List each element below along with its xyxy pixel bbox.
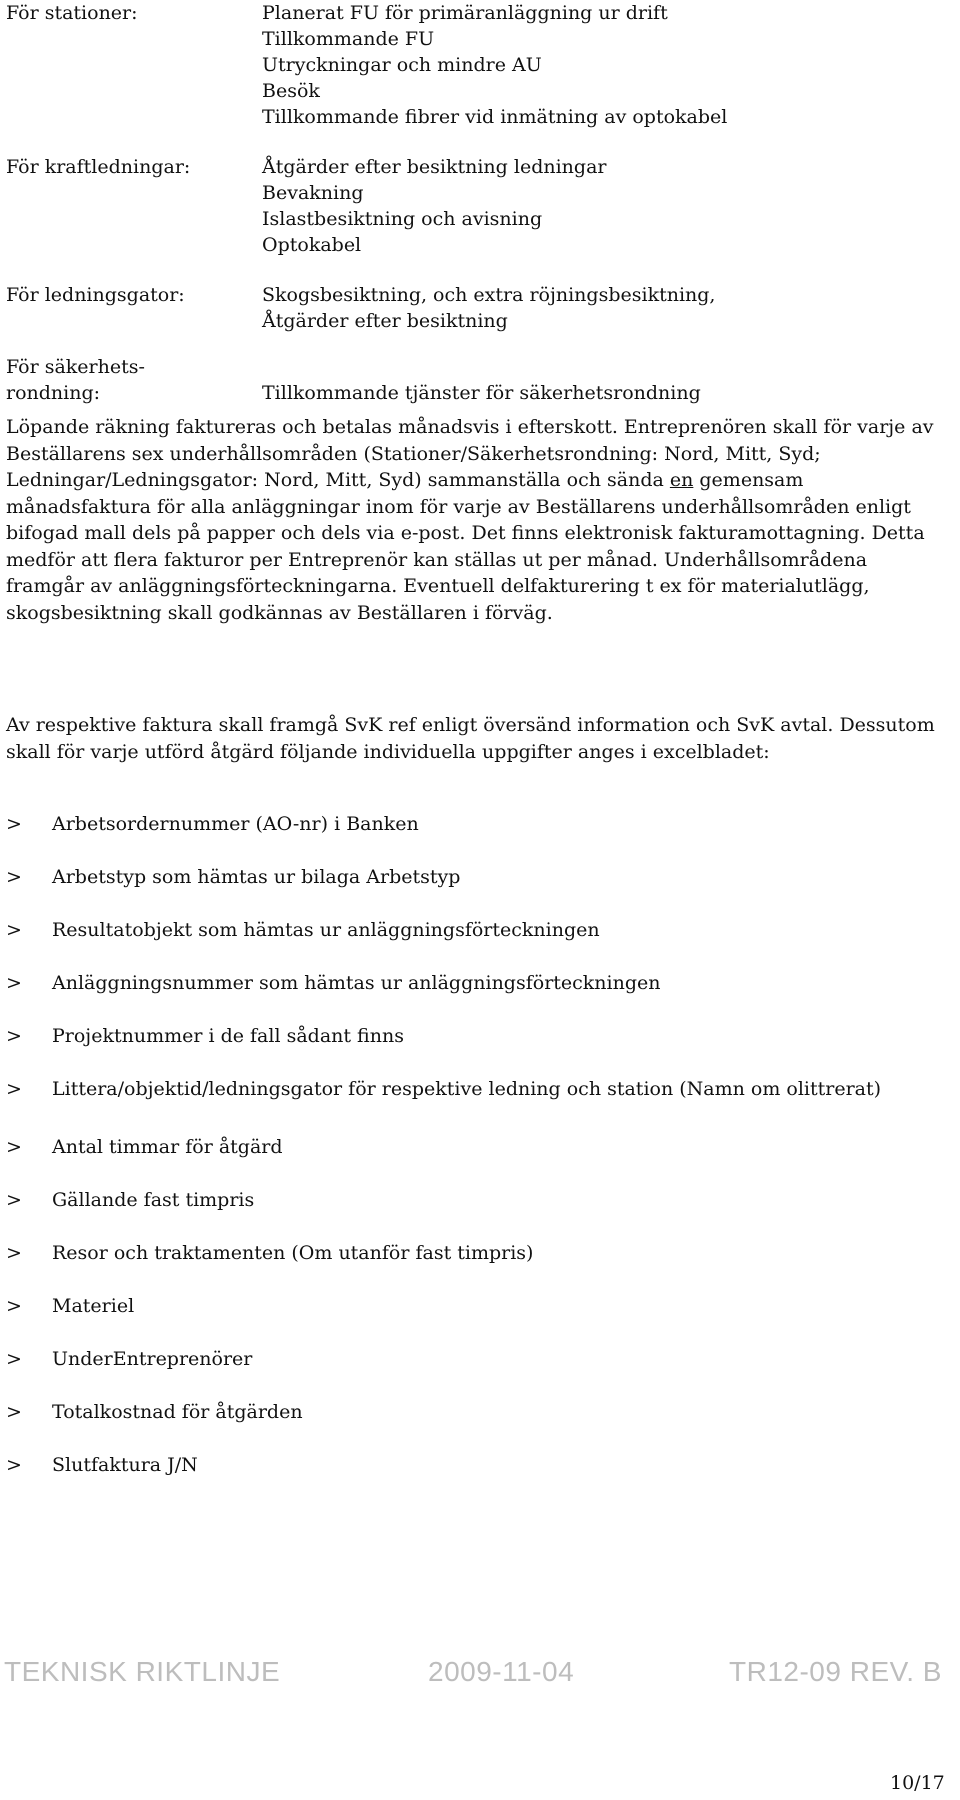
definition-label (6, 354, 262, 406)
list-item (6, 1346, 936, 1372)
list-item (6, 1240, 936, 1266)
bullet-marker: > (6, 1454, 22, 1476)
footer-reference: TR12-09 REV. B (729, 1656, 942, 1687)
definition-item: Besök (262, 80, 320, 102)
bullet-marker: > (6, 1401, 22, 1423)
invoice-reference-paragraph: Av respektive faktura skall framgå SvK ref enligt översänd information och SvK avtal. Dessutom skall för varje utförd åtgärd följande individuella uppgifter anges i excelbladet: (6, 714, 935, 763)
definition-item: Tillkommande tjänster för säkerhetsrondning (262, 382, 701, 404)
definition-item: Planerat FU för primäranläggning ur drift (262, 2, 668, 24)
bullet-marker: > (6, 919, 22, 941)
definition-label: För kraftledningar: (6, 156, 191, 178)
footer-date: 2009-11-04 (428, 1656, 575, 1687)
bullet-marker: > (6, 1025, 22, 1047)
list-item-text: Anläggningsnummer som hämtas ur anläggningsförteckningen (52, 972, 661, 994)
list-item-text: Arbetstyp som hämtas ur bilaga Arbetstyp (52, 866, 461, 888)
definition-row-ledningsgator (6, 282, 936, 334)
list-item-text: Resor och traktamenten (Om utanför fast timpris) (52, 1242, 534, 1264)
definition-item: Bevakning (262, 182, 364, 204)
list-item (6, 1452, 936, 1478)
invoicing-paragraph (6, 414, 941, 626)
bullet-marker: > (6, 1136, 22, 1158)
definition-label-line: För säkerhets- (6, 356, 145, 378)
paragraph-text: Löpande räkning faktureras och betalas månadsvis i efterskott. Entreprenören skall för varje av Beställarens sex underhållsområden (Stationer/Säkerhetsrondning: Nord, Mitt, Syd; Ledningar/Ledningsgator: Nord, Mitt, Syd) sammanställa och sända (6, 416, 934, 491)
definition-item: Skogsbesiktning, och extra röjningsbesiktning, (262, 284, 716, 306)
definition-item: Tillkommande FU (262, 28, 435, 50)
definition-items (262, 354, 936, 406)
required-fields-list (6, 811, 936, 1505)
bullet-marker: > (6, 1242, 22, 1264)
list-item (6, 1399, 936, 1425)
definition-item: Islastbesiktning och avisning (262, 208, 543, 230)
bullet-marker: > (6, 1295, 22, 1317)
list-item (6, 1023, 936, 1049)
definition-row-stationer (6, 0, 936, 130)
definition-items (262, 282, 936, 334)
definition-label: För ledningsgator: (6, 284, 185, 306)
definition-row-sakerhetsrondning (6, 354, 936, 406)
list-item-text: Totalkostnad för åtgärden (52, 1401, 303, 1423)
list-item-text: Arbetsordernummer (AO-nr) i Banken (52, 813, 419, 835)
list-item-text: Gällande fast timpris (52, 1189, 255, 1211)
list-item (6, 864, 936, 890)
definition-row-kraftledningar (6, 154, 936, 258)
definition-label-line: rondning: (6, 382, 101, 404)
bullet-marker: > (6, 1348, 22, 1370)
definition-label: För stationer: (6, 2, 138, 24)
footer-document-type: TEKNISK RIKTLINJE (4, 1656, 281, 1687)
definition-item: Optokabel (262, 234, 362, 256)
list-item (6, 1076, 936, 1109)
definition-item: Åtgärder efter besiktning (262, 310, 508, 332)
list-item (6, 1293, 936, 1319)
list-item (6, 970, 936, 996)
definition-items (262, 154, 936, 258)
list-item (6, 811, 936, 837)
definition-item: Åtgärder efter besiktning ledningar (262, 156, 607, 178)
underlined-word: en (669, 469, 694, 491)
definition-table (6, 0, 936, 406)
definition-item: Tillkommande fibrer vid inmätning av optokabel (262, 106, 728, 128)
bullet-marker: > (6, 1189, 22, 1211)
list-item-text: Projektnummer i de fall sådant finns (52, 1025, 404, 1047)
list-item (6, 1134, 936, 1160)
list-item-text: Antal timmar för åtgärd (52, 1136, 283, 1158)
list-item-text: Slutfaktura J/N (52, 1454, 198, 1476)
definition-items (262, 0, 936, 130)
page-number: 10/17 (890, 1772, 945, 1794)
list-item-text: Materiel (52, 1295, 135, 1317)
bullet-marker: > (6, 813, 22, 835)
bullet-marker: > (6, 972, 22, 994)
paragraph-text: gemensam månadsfaktura för alla anläggningar inom för varje av Beställarens underhållsområden enligt bifogad mall dels på papper och dels via e-post. Det finns elektronisk fakturamottagning. Detta medför att flera fakturor per Entreprenör kan ställas ut per månad. Underhållsområdena framgår av anläggningsförteckningarna. Eventuell delfakturering t ex för materialutlägg, skogsbesiktning skall godkännas av Beställaren i förväg. (6, 469, 925, 624)
list-item (6, 1187, 936, 1213)
definition-item: Utryckningar och mindre AU (262, 54, 542, 76)
bullet-marker: > (6, 1078, 22, 1100)
list-item-text: Littera/objektid/ledningsgator för respektive ledning och station (Namn om olittrerat) (52, 1078, 882, 1100)
bullet-marker: > (6, 866, 22, 888)
list-item-text: UnderEntreprenörer (52, 1348, 253, 1370)
list-item-text: Resultatobjekt som hämtas ur anläggningsförteckningen (52, 919, 600, 941)
list-item (6, 917, 936, 943)
